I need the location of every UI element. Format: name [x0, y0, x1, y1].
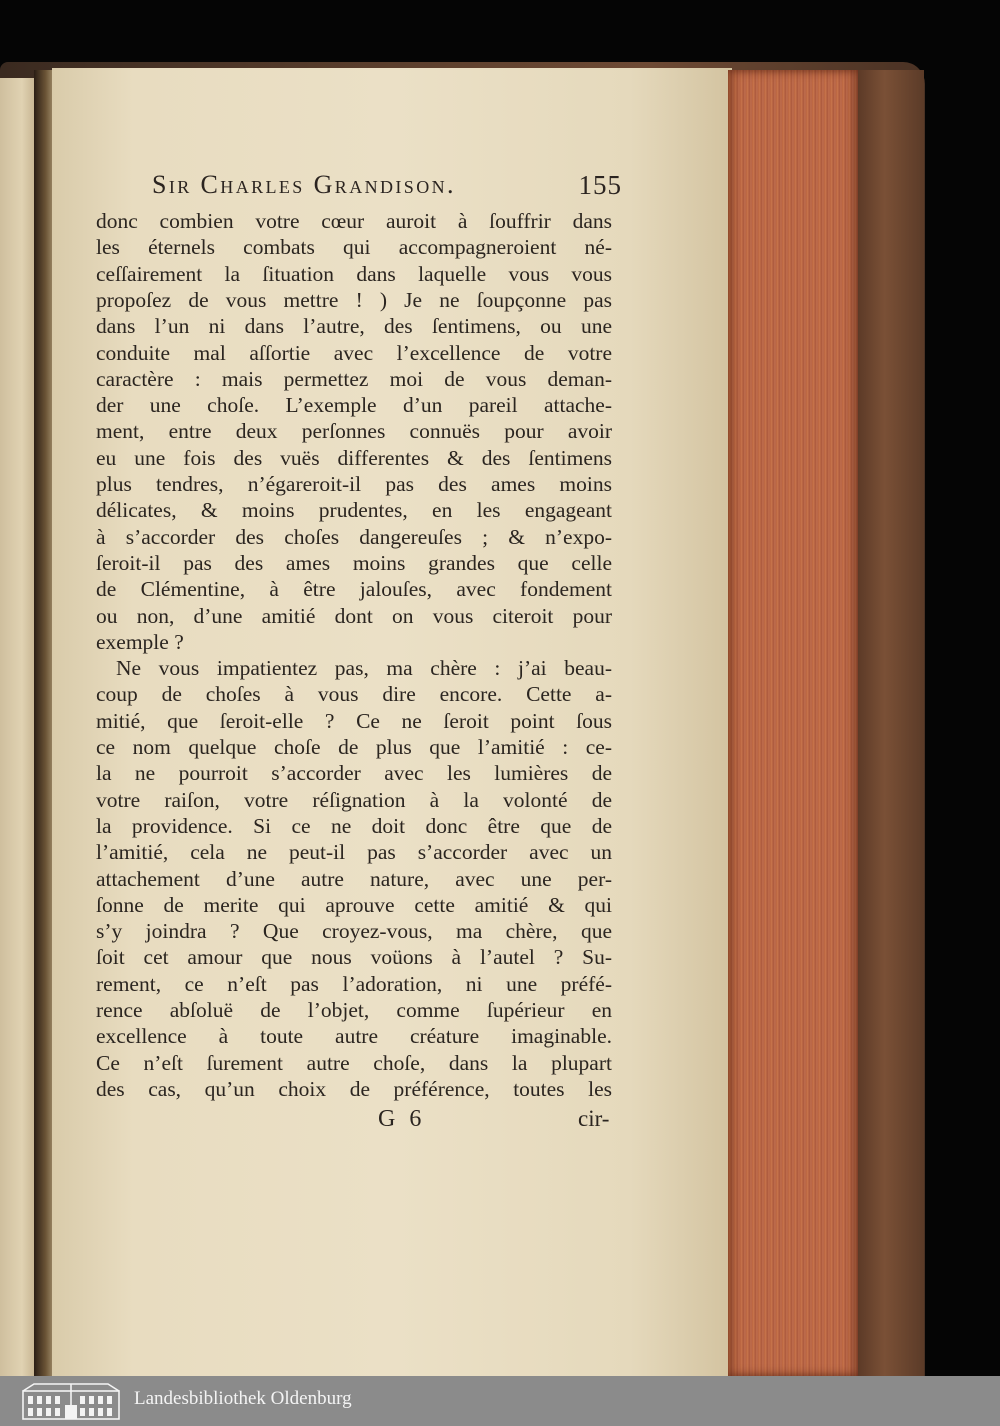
text-line: s’y joindra ? Que croyez-vous, ma chère, que	[96, 919, 612, 944]
text-line: Ne vous impatientez pas, ma chère : j’ai beau-	[116, 656, 612, 681]
text-line: mitié, que ſeroit-elle ? Ce ne ſeroit point ſous	[96, 708, 612, 733]
text-line: à s’accorder des choſes dangereuſes ; & n’expo-	[96, 524, 612, 549]
text-line: coup de choſes à vous dire encore. Cette a-	[96, 682, 612, 707]
text-line: ceſſairement la ſituation dans laquelle vous vous	[96, 261, 612, 286]
text-line: délicates, & moins prudentes, en les engageant	[96, 498, 612, 523]
text-line: ce nom quelque choſe de plus que l’amitié : ce-	[96, 735, 612, 759]
text-line: ment, entre deux perſonnes connuës pour avoir	[96, 419, 612, 444]
text-line: de Clémentine, à être jalouſes, avec fondement	[96, 577, 612, 602]
text-line: ſoit cet amour que nous voüons à l’autel ? Su-	[96, 945, 612, 970]
text-line: les éternels combats qui accompagneroient né-	[96, 235, 612, 260]
text-line: plus tendres, n’égareroit-il pas des ames moins	[96, 472, 612, 496]
text-line: attachement d’une autre nature, avec une per-	[96, 866, 612, 891]
running-title: Sir Charles Grandison.	[152, 170, 456, 199]
text-line: la ne pourroit s’accorder avec les lumières de	[96, 761, 612, 786]
text-line: conduite mal aſſortie avec l’excellence de votre	[96, 340, 612, 365]
text-line: ſonne de merite qui aprouve cette amitié & qui	[96, 892, 612, 917]
running-head	[152, 170, 622, 204]
text-line: ſeroit-il pas des ames moins grandes que celle	[96, 550, 612, 575]
signature-mark: G 6	[378, 1106, 426, 1132]
text-line: l’amitié, cela ne peut-il pas s’accorder avec un	[96, 840, 612, 865]
text-line: propoſez de vous mettre ! ) Je ne ſoupçonne pas	[96, 287, 612, 312]
text-line: eu une fois des vuës differentes & des ſentimens	[96, 445, 612, 470]
text-line: caractère : mais permettez moi de vous deman-	[96, 366, 612, 391]
text-line: des cas, qu’un choix de préférence, toutes les	[96, 1076, 612, 1101]
text-line: excellence à toute autre créature imaginable.	[96, 1024, 612, 1049]
text-line: ou non, d’une amitié dont on vous citeroit pour	[96, 603, 612, 628]
text-line: la providence. Si ce ne doit donc être que de	[96, 813, 612, 838]
text-line: rement, ce n’eſt pas l’adoration, ni une préfé-	[96, 971, 612, 996]
text-line: dans l’un ni dans l’autre, des ſentimens, ou une	[96, 314, 612, 339]
text-line: votre raiſon, votre réſignation à la volonté de	[96, 787, 612, 812]
text-line: exemple ?	[96, 629, 184, 654]
cover-edge	[858, 70, 924, 1376]
text-line: der une choſe. L’exemple d’un pareil attache-	[96, 393, 612, 418]
page-number: 155	[578, 170, 622, 200]
text-line: rence abſoluë de l’objet, comme ſupérieur en	[96, 998, 612, 1022]
library-building-icon	[20, 1381, 122, 1421]
library-name: Landesbibliothek Oldenburg	[134, 1388, 352, 1409]
text-line: donc combien votre cœur auroit à ſouffrir dans	[96, 209, 612, 233]
body-text	[96, 208, 612, 1108]
catchword: cir-	[578, 1106, 610, 1131]
text-line: Ce n’eſt ſurement autre choſe, dans la plupart	[96, 1050, 612, 1075]
library-footer-bar	[0, 1376, 1000, 1426]
page-fore-edge	[728, 70, 860, 1376]
